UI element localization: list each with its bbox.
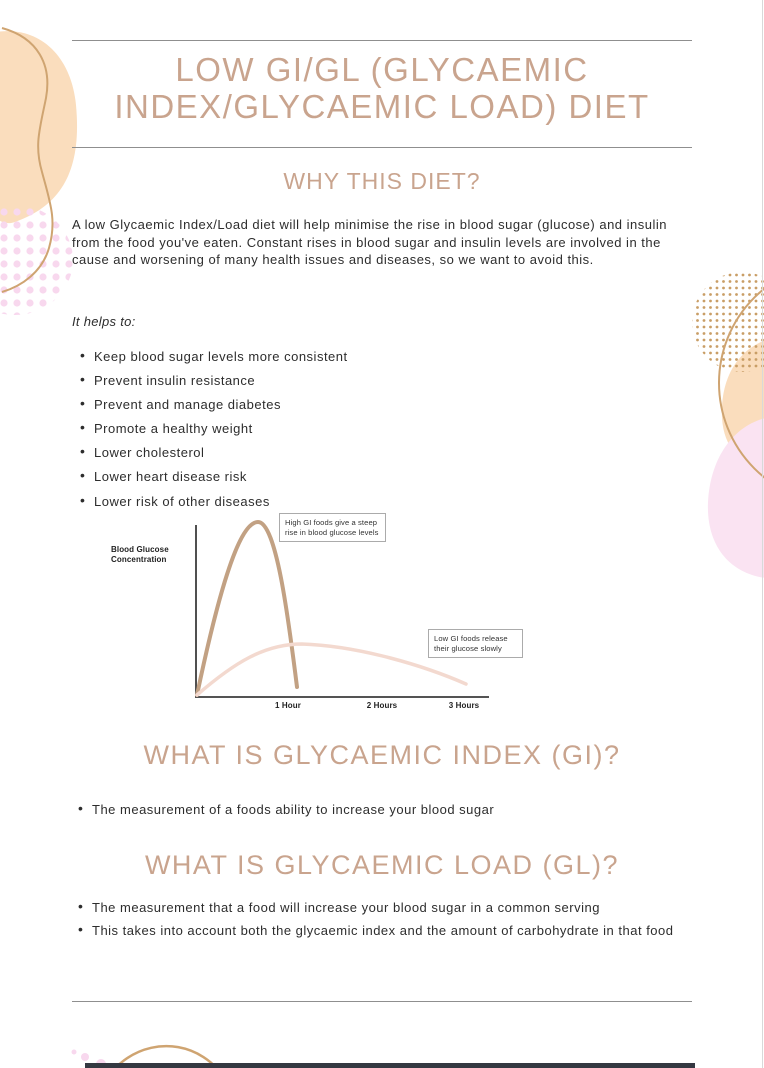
benefit-item: • Prevent insulin resistance	[80, 372, 640, 390]
high-gi-curve	[197, 522, 297, 695]
gl-list	[78, 899, 674, 944]
gi-heading: WHAT IS GLYCAEMIC INDEX (GI)?	[143, 740, 621, 770]
chart-y-axis-label: Blood Glucose Concentration	[111, 545, 169, 564]
benefit-item: • Lower heart disease risk	[80, 468, 640, 486]
page-title-line2: INDEX/GLYCAEMIC LOAD) DIET	[114, 87, 650, 125]
chart-x-tick-3hours: 3 Hours	[448, 701, 480, 710]
page-title-line1: LOW GI/GL (GLYCAEMIC	[175, 51, 589, 88]
gl-heading: WHAT IS GLYCAEMIC LOAD (GL)?	[144, 850, 620, 880]
gl-bullet: • This takes into account both the glycaemic index and the amount of carbohydrate in that food	[78, 922, 674, 940]
helps-intro: It helps to:	[72, 314, 136, 329]
title-rule	[72, 147, 692, 148]
benefit-item: • Keep blood sugar levels more consistent	[80, 348, 640, 366]
page-title	[60, 52, 704, 126]
top-rule	[72, 40, 692, 41]
bottom-rule	[72, 1001, 692, 1002]
chart-x-tick-2hours: 2 Hours	[366, 701, 398, 710]
why-heading: WHY THIS DIET?	[283, 168, 481, 194]
benefit-item: • Lower risk of other diseases	[80, 493, 640, 511]
chart-x-tick-1hour: 1 Hour	[275, 701, 301, 710]
benefit-item: • Lower cholesterol	[80, 444, 640, 462]
chart-annotation-high-gi: High GI foods give a steep rise in blood glucose levels	[279, 513, 386, 542]
chart-annotation-low-gi: Low GI foods release their glucose slowly	[428, 629, 523, 658]
gi-list	[78, 801, 678, 825]
next-page-edge	[85, 1063, 695, 1068]
benefit-item: • Promote a healthy weight	[80, 420, 640, 438]
page-right-edge	[762, 0, 763, 1068]
gi-bullet: • The measurement of a foods ability to increase your blood sugar	[78, 801, 678, 819]
benefits-list	[80, 348, 640, 517]
low-gi-curve	[197, 644, 466, 695]
why-paragraph: A low Glycaemic Index/Load diet will help minimise the rise in blood sugar (glucose) and insulin from the food you've eaten. Constant rises in blood sugar and insulin levels are involved in the cause and worsening of many health issues and diseases, so we want to avoid this.	[72, 217, 667, 268]
gl-bullet: • The measurement that a food will increase your blood sugar in a common serving	[78, 899, 674, 917]
benefit-item: • Prevent and manage diabetes	[80, 396, 640, 414]
